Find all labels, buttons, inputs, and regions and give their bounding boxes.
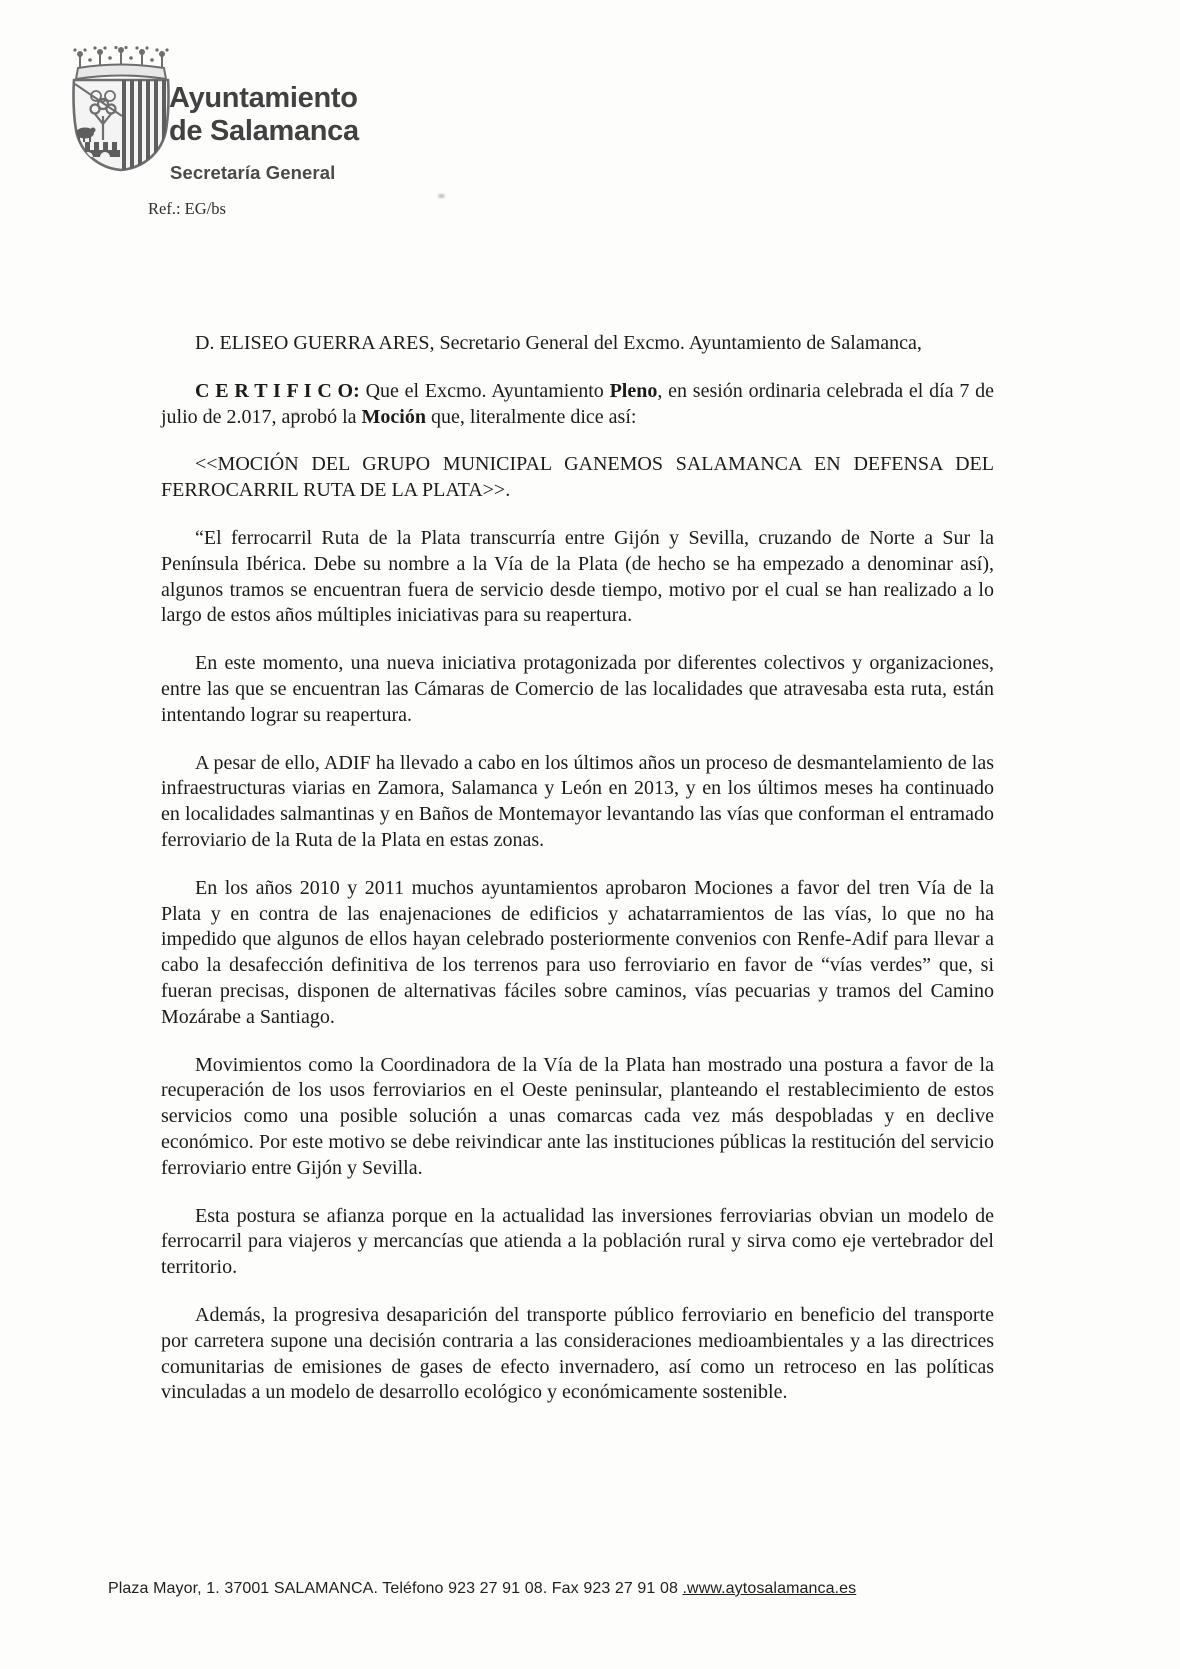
text-run: Movimientos como la Coordinadora de la Vía de la Plata han mostrado una postura a favor de la recuperación de los usos ferroviarios en el Oeste peninsular, planteando el restablecimiento de estos servicios como una posible solución a unas comarcas cada vez más despobladas y en declive económico. Por este motivo se debe reivindicar ante las instituciones públicas la restitución del servicio ferroviario entre Gijón y Sevilla. xyxy=(161,1053,994,1179)
salamanca-coat-of-arms-logo xyxy=(62,46,180,172)
text-run: Además, la progresiva desaparición del transporte público ferroviario en beneficio del transporte por carretera supone una decisión contraria a las consideraciones medioambientales y a las directrices comunitarias de emisiones de gases de efecto invernadero, así como un retroceso en las políticas vinculadas a un modelo de desarrollo ecológico y económicamente sostenible. xyxy=(161,1303,994,1404)
org-name-line2: de Salamanca xyxy=(169,115,359,147)
paragraph xyxy=(161,1303,994,1406)
page-footer xyxy=(108,1580,856,1598)
text-run: que, literalmente dice así: xyxy=(425,405,637,428)
footer-website-link[interactable]: .www.aytosalamanca.es xyxy=(682,1580,857,1597)
paragraph xyxy=(161,331,994,357)
text-run: , en sesión ordinaria celebrada el día 7 de julio de 2.017, aprobó la xyxy=(161,379,995,428)
paragraph xyxy=(161,452,994,504)
paragraph xyxy=(161,876,994,1031)
reference-number: Ref.: EG/bs xyxy=(148,199,226,218)
shield-icon xyxy=(74,78,169,172)
text-run: En los años 2010 y 2011 muchos ayuntamientos aprobaron Mociones a favor del tren Vía de la Plata y en contra de las enajenaciones de edificios y achatarramientos de las vías, lo que no ha impedido que algunos de ellos hayan celebrado posteriormente convenios con Renfe-Adif para llevar a cabo la desafección definitiva de los terrenos para uso ferroviario en favor de “vías verdes” que, si fueran precisas, disponen de alternativas fáciles sobre caminos, vías pecuarias y tramos del Camino Mozárabe a Santiago. xyxy=(161,876,994,1028)
paragraph xyxy=(161,379,994,431)
text-run: Que el Excmo. Ayuntamiento xyxy=(365,379,610,402)
text-run: Esta postura se afianza porque en la actualidad las inversiones ferroviarias obvian un modelo de ferrocarril para viajeros y mercancías que atienda a la población rural y sirva como eje vertebrador del territorio. xyxy=(161,1204,994,1279)
text-run: D. ELISEO GUERRA ARES, Secretario General del Excmo. Ayuntamiento de Salamanca, xyxy=(195,332,922,354)
department-name: Secretaría General xyxy=(170,162,336,183)
paragraph xyxy=(161,651,994,728)
paragraph xyxy=(161,1204,994,1281)
footer-address: Plaza Mayor, 1. 37001 SALAMANCA. Teléfono 923 27 91 08. Fax 923 27 91 08 xyxy=(108,1580,683,1597)
text-run: A pesar de ello, ADIF ha llevado a cabo en los últimos años un proceso de desmantelamiento de las infraestructuras viarias en Zamora, Salamanca y León en 2013, y en los últimos meses ha continuado en localidades salmantinas y en Baños de Montemayor levantando las vías que conforman el entramado ferroviario de la Ruta de la Plata en estas zonas. xyxy=(161,751,994,851)
paragraph xyxy=(161,526,994,629)
text-run: “El ferrocarril Ruta de la Plata transcurría entre Gijón y Sevilla, cruzando de Norte a Sur la Península Ibérica. Debe su nombre a la Vía de la Plata (de hecho se ha empezado a denominar así), algunos tramos se encuentran fuera de servicio desde tiempo, motivo por el cual se han realizado a lo largo de estos años múltiples iniciativas para su reapertura. xyxy=(161,526,994,627)
text-run: En este momento, una nueva iniciativa protagonizada por diferentes colectivos y organizaciones, entre las que se encuentran las Cámaras de Comercio de las localidades que atravesaba esta ruta, están intentando lograr su reapertura. xyxy=(161,652,994,726)
org-name-line1: Ayuntamiento xyxy=(169,82,358,114)
document-body xyxy=(161,331,994,1428)
bold-text-run: Pleno xyxy=(609,379,658,402)
org-name xyxy=(169,82,359,148)
paragraph xyxy=(161,1053,994,1182)
scan-speck xyxy=(438,194,445,198)
text-run: <<MOCIÓN DEL GRUPO MUNICIPAL GANEMOS SALAMANCA EN DEFENSA DEL FERROCARRIL RUTA DE LA PLATA>>. xyxy=(161,453,994,502)
bold-text-run: Moción xyxy=(361,405,426,428)
crown-icon xyxy=(73,46,168,79)
bold-text-run: C E R T I F I C O: xyxy=(195,379,366,402)
paragraph xyxy=(161,751,994,854)
